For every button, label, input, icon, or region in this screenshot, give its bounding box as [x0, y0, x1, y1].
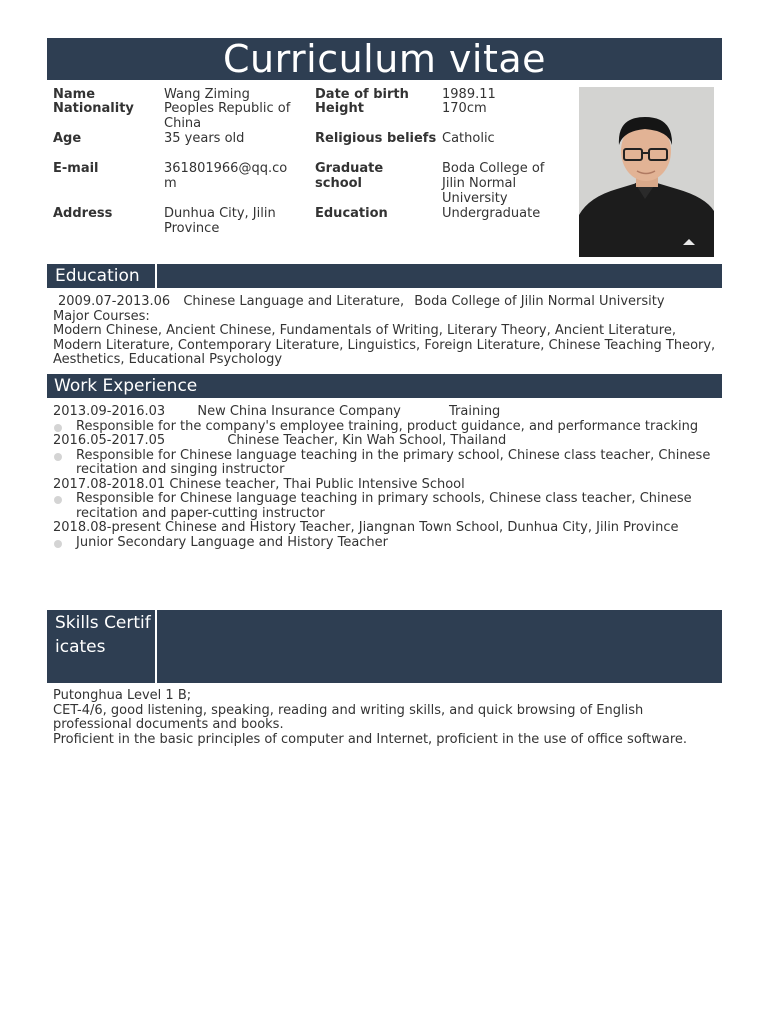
- age-value: 35 years old: [164, 131, 245, 146]
- skills-line-computer: Proficient in the basic principles of computer and Internet, proficient in the use of office software.: [53, 731, 688, 747]
- dob-value: 1989.11: [442, 87, 496, 102]
- job1-line: [53, 405, 718, 420]
- address-value: Dunhua City, Jilin Province: [164, 206, 276, 236]
- skills-line-english: CET-4/6, good listening, speaking, reading and writing skills, and quick browsing of English professional documents and books.: [53, 702, 644, 732]
- job1-company: New China Insurance Company: [197, 404, 401, 419]
- cv-title: Curriculum vitae: [47, 38, 722, 80]
- work-heading: Work Experience: [54, 376, 198, 396]
- age-label: Age: [53, 131, 82, 146]
- education-entry: [53, 295, 718, 310]
- skills-heading: Skills Certificates: [47, 610, 157, 683]
- education-heading: Education: [47, 264, 157, 288]
- education-college: Boda College of Jilin Normal University: [414, 294, 665, 309]
- job1-bullet: [53, 420, 718, 435]
- education-content: [53, 295, 718, 368]
- height-label: Height: [315, 101, 364, 116]
- name-label: Name: [53, 87, 96, 102]
- nationality-value: Peoples Republic of China: [164, 101, 291, 131]
- courses-label: Major Courses:: [53, 308, 150, 324]
- work-section-header: [47, 374, 722, 398]
- education-label: Education: [315, 206, 388, 221]
- job3-desc: Responsible for Chinese language teaching in primary schools, Chinese class teacher, Chinese recitation and paper-cutting instructor: [76, 491, 692, 521]
- job4-bullet: [53, 536, 718, 551]
- religion-value: Catholic: [442, 131, 495, 146]
- address-label: Address: [53, 206, 113, 221]
- job3-bullet: [53, 492, 718, 521]
- job2-line: [53, 434, 718, 449]
- school-label: Graduate school: [315, 161, 384, 191]
- email-value[interactable]: 361801966@qq.com: [164, 161, 288, 191]
- person-portrait-icon: [579, 87, 714, 257]
- job2-period: 2016.05-2017.05: [53, 433, 166, 448]
- job4-desc: Junior Secondary Language and History Teacher: [76, 534, 389, 550]
- bullet-dot-icon: [54, 453, 62, 461]
- skills-section-header: [47, 610, 722, 683]
- profile-photo: [579, 87, 714, 257]
- skills-line-putonghua: Putonghua Level 1 B;: [53, 688, 192, 703]
- job1-desc: Responsible for the company's employee training, product guidance, and performance tracking: [76, 418, 699, 434]
- job4-line: 2018.08-present Chinese and History Teacher, Jiangnan Town School, Dunhua City, Jilin Province: [53, 520, 679, 535]
- dob-label: Date of birth: [315, 87, 409, 102]
- work-content: [53, 405, 718, 550]
- job2-desc: Responsible for Chinese language teaching in the primary school, Chinese class teacher, Chinese recitation and singing instructor: [76, 447, 711, 477]
- job1-role: Training: [449, 404, 501, 419]
- name-value: Wang Ziming: [164, 87, 250, 102]
- job2-bullet: [53, 449, 718, 478]
- religion-label: Religious beliefs: [315, 131, 437, 146]
- nationality-label: Nationality: [53, 101, 134, 116]
- job2-title: Chinese Teacher, Kin Wah School, Thailand: [227, 433, 507, 448]
- job3-line: 2017.08-2018.01 Chinese teacher, Thai Public Intensive School: [53, 476, 465, 492]
- education-value: Undergraduate: [442, 206, 541, 221]
- email-label: E-mail: [53, 161, 99, 176]
- bullet-dot-icon: [54, 540, 62, 548]
- bullet-dot-icon: [54, 424, 62, 432]
- bullet-dot-icon: [54, 496, 62, 504]
- education-period: 2009.07-2013.06: [58, 294, 171, 309]
- education-major: Chinese Language and Literature,: [183, 294, 405, 309]
- height-value: 170cm: [442, 101, 487, 116]
- skills-content: [53, 689, 718, 747]
- education-section-header: [47, 264, 722, 288]
- job1-period: 2013.09-2016.03: [53, 404, 166, 419]
- school-value: Boda College of Jilin Normal University: [442, 161, 545, 206]
- courses-list: Modern Chinese, Ancient Chinese, Fundamentals of Writing, Literary Theory, Ancient Literature, Modern Literature, Contemporary Literature, Linguistics, Foreign Literature, Chinese Teaching Theory, Aesthetics, Educational Psychology: [53, 323, 716, 367]
